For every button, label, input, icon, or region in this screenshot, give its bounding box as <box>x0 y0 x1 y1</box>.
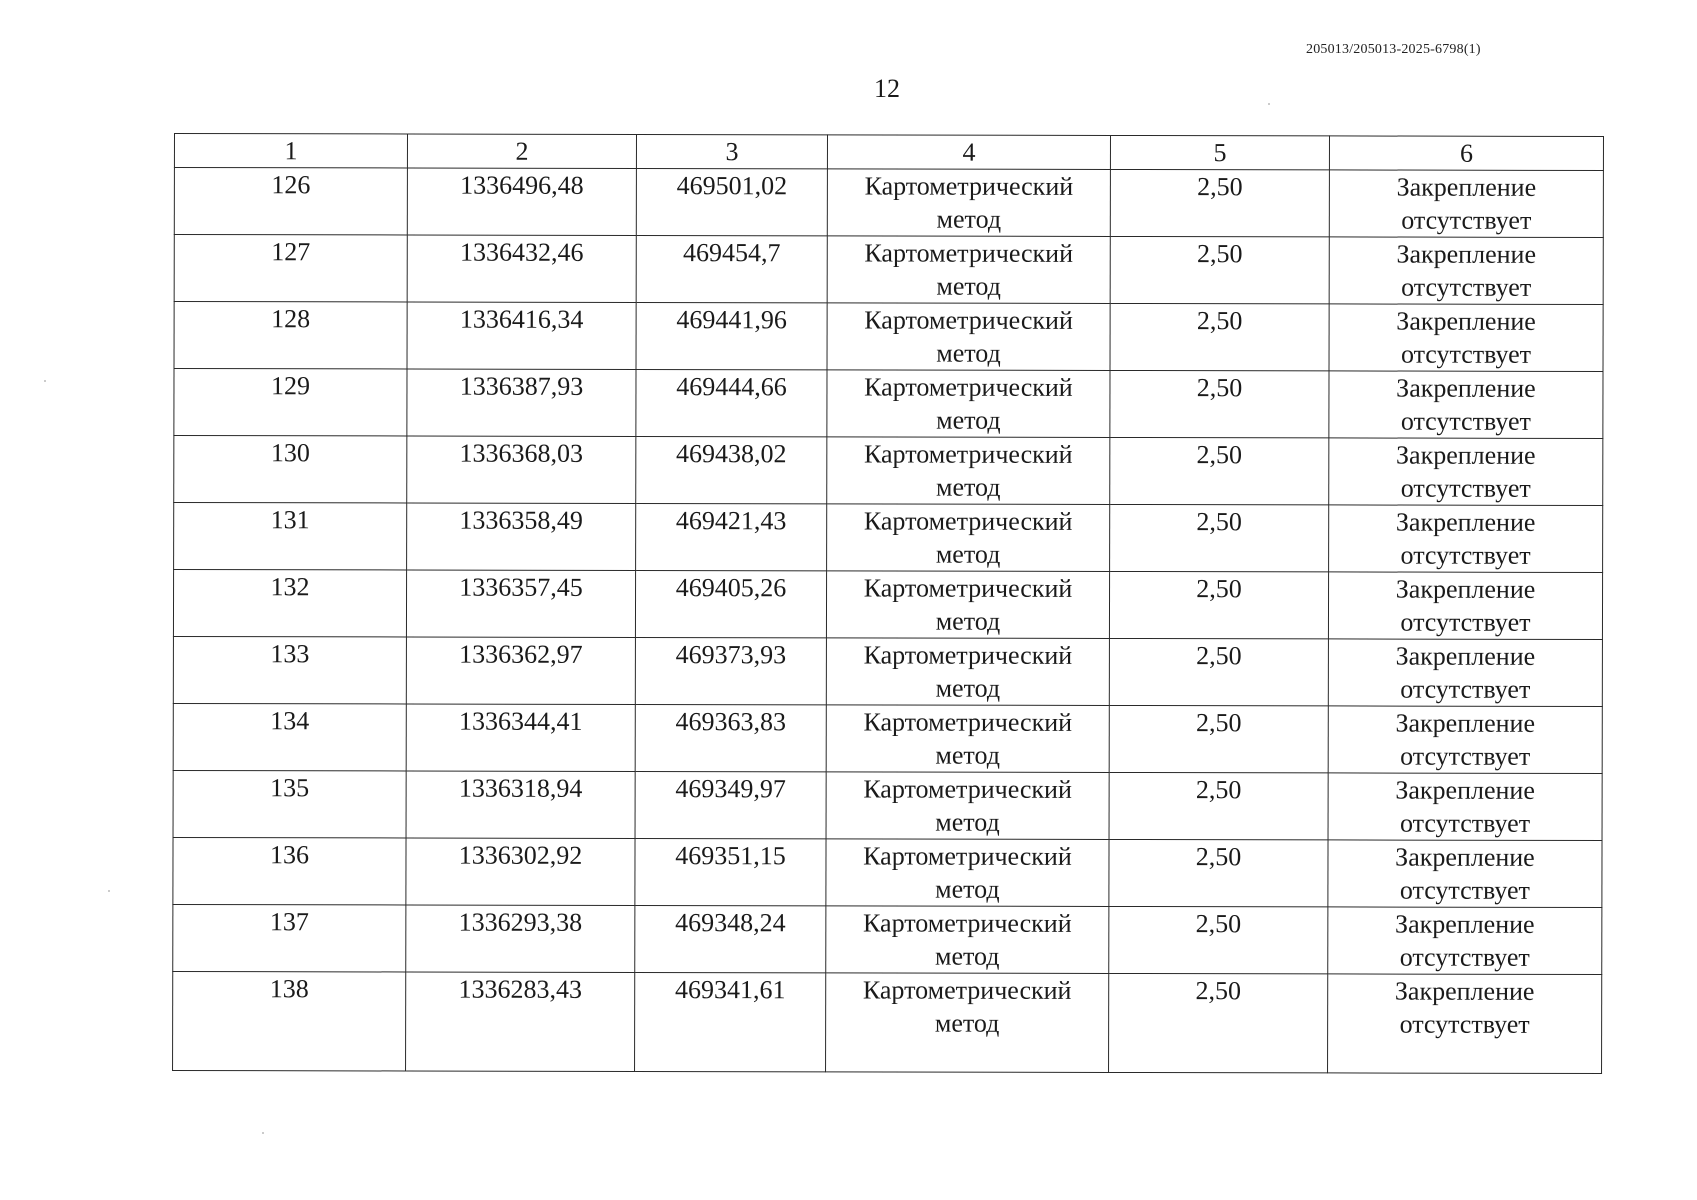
table-row <box>174 503 1603 573</box>
fixing-cell-text: отсутствует <box>1399 808 1531 838</box>
method-cell-text: Картометрический <box>864 372 1073 402</box>
accuracy-cell <box>1110 437 1329 504</box>
x-coordinate-cell <box>407 436 636 503</box>
fixing-cell-text: отсутствует <box>1400 406 1531 436</box>
fixing-cell-text: Закрепление <box>1394 976 1535 1006</box>
table-row <box>174 302 1603 372</box>
fixing-cell-text: Закрепление <box>1395 641 1536 671</box>
y-coordinate-cell-text: 469349,97 <box>675 774 786 804</box>
y-coordinate-cell-text: 469341,61 <box>674 975 786 1005</box>
y-coordinate-cell <box>635 570 826 637</box>
point-number-cell <box>174 436 407 503</box>
fixing-cell-text: отсутствует <box>1399 1009 1530 1039</box>
method-cell-text: Картометрический <box>863 774 1072 804</box>
accuracy-cell-text: 2,50 <box>1196 507 1242 537</box>
y-coordinate-cell <box>636 369 827 436</box>
accuracy-cell-text: 2,50 <box>1196 373 1243 403</box>
method-cell <box>827 169 1110 237</box>
point-number-cell-text: 132 <box>270 572 310 602</box>
method-cell-text: метод <box>935 673 1001 703</box>
point-number-cell-text: 126 <box>271 170 311 200</box>
point-number-cell <box>174 235 407 302</box>
method-cell <box>826 839 1109 907</box>
point-number-cell <box>173 770 406 837</box>
y-coordinate-cell-text: 469501,02 <box>676 171 788 201</box>
method-cell <box>827 303 1110 371</box>
accuracy-cell <box>1109 571 1328 638</box>
table-header-row <box>174 134 1603 171</box>
table-row <box>173 570 1602 640</box>
fixing-cell-text: Закрепление <box>1395 574 1536 604</box>
x-coordinate-cell <box>406 905 635 972</box>
point-number-cell <box>173 904 406 971</box>
accuracy-cell-text: 2,50 <box>1196 641 1242 671</box>
method-cell-text: Картометрический <box>864 171 1074 201</box>
method-cell-text: Картометрический <box>863 707 1073 737</box>
fixing-cell-text: отсутствует <box>1399 942 1530 972</box>
fixing-cell <box>1329 438 1603 506</box>
fixing-cell-text: Закрепление <box>1395 775 1535 805</box>
point-number-cell-text: 130 <box>270 438 310 468</box>
x-coordinate-cell-text: 1336357,45 <box>459 572 583 602</box>
method-cell <box>827 236 1110 304</box>
fixing-cell-text: отсутствует <box>1401 272 1532 302</box>
method-cell-text: Картометрический <box>862 975 1072 1005</box>
page-number: 12 <box>874 74 900 103</box>
fixing-cell-text: отсутствует <box>1400 540 1531 570</box>
accuracy-cell <box>1109 973 1328 1072</box>
accuracy-cell-text: 2,50 <box>1196 574 1242 604</box>
scan-speck <box>108 890 110 892</box>
fixing-cell <box>1329 170 1603 238</box>
table-row <box>173 703 1602 773</box>
fixing-cell-text: Закрепление <box>1396 373 1536 403</box>
y-coordinate-cell-text: 469438,02 <box>676 439 787 469</box>
point-number-cell-text: 127 <box>271 237 311 267</box>
point-number-cell <box>173 971 406 1070</box>
point-number-cell <box>173 636 406 703</box>
column-header: 4 <box>827 135 1110 170</box>
point-number-cell-text: 131 <box>270 505 310 535</box>
point-number-cell-text: 133 <box>270 639 310 669</box>
accuracy-cell-text: 2,50 <box>1195 909 1242 939</box>
point-number-cell-text: 137 <box>269 907 309 937</box>
fixing-cell-text: отсутствует <box>1400 674 1531 704</box>
fixing-cell <box>1328 572 1602 640</box>
point-number-cell <box>173 570 406 637</box>
column-header: 6 <box>1329 136 1603 171</box>
y-coordinate-cell-text: 469444,66 <box>676 372 787 402</box>
fixing-cell-text: отсутствует <box>1400 473 1531 503</box>
table-row <box>173 837 1602 907</box>
column-header: 3 <box>636 134 827 168</box>
x-coordinate-cell-text: 1336362,97 <box>459 639 583 669</box>
table-body <box>173 134 1604 1074</box>
y-coordinate-cell-text: 469441,96 <box>676 305 787 335</box>
accuracy-cell-text: 2,50 <box>1196 440 1243 470</box>
accuracy-cell-text: 2,50 <box>1196 239 1243 269</box>
point-number-cell <box>174 168 407 235</box>
method-cell <box>826 973 1109 1073</box>
method-cell-text: Картометрический <box>863 573 1073 603</box>
y-coordinate-cell-text: 469348,24 <box>675 908 786 938</box>
x-coordinate-cell <box>406 771 635 838</box>
x-coordinate-cell <box>407 503 636 570</box>
x-coordinate-cell <box>407 168 636 235</box>
point-number-cell-text: 135 <box>270 773 310 803</box>
fixing-cell <box>1328 706 1602 774</box>
fixing-cell <box>1329 237 1603 305</box>
method-cell-text: метод <box>934 1008 1000 1038</box>
column-header: 1 <box>174 134 407 168</box>
method-cell-text: метод <box>935 740 1000 770</box>
table-row <box>174 168 1603 238</box>
method-cell <box>826 638 1109 706</box>
point-number-cell-text: 134 <box>270 706 310 736</box>
method-cell-text: метод <box>936 204 1002 234</box>
table-row <box>173 904 1602 974</box>
y-coordinate-cell <box>636 235 827 302</box>
fixing-cell-text: Закрепление <box>1395 708 1536 738</box>
x-coordinate-cell-text: 1336368,03 <box>459 438 584 468</box>
y-coordinate-cell-text: 469454,7 <box>682 238 781 268</box>
point-number-cell <box>174 369 407 436</box>
x-coordinate-cell <box>407 302 636 369</box>
y-coordinate-cell <box>635 838 826 905</box>
scan-speck <box>44 380 46 382</box>
accuracy-cell-text: 2,50 <box>1196 306 1243 336</box>
point-number-cell-text: 128 <box>271 304 311 334</box>
accuracy-cell <box>1109 839 1328 906</box>
method-cell <box>827 437 1110 505</box>
table-row <box>173 971 1602 1073</box>
fixing-cell-text: Закрепление <box>1395 909 1535 939</box>
fixing-cell <box>1328 974 1602 1074</box>
x-coordinate-cell-text: 1336344,41 <box>458 706 583 736</box>
method-cell <box>826 571 1109 639</box>
x-coordinate-cell-text: 1336387,93 <box>459 371 584 401</box>
accuracy-cell <box>1110 303 1329 370</box>
method-cell-text: Картометрический <box>863 841 1072 871</box>
point-number-cell <box>173 703 406 770</box>
method-cell <box>826 906 1109 974</box>
fixing-cell-text: отсутствует <box>1400 607 1531 637</box>
method-cell-text: метод <box>935 807 1000 837</box>
x-coordinate-cell <box>407 235 636 302</box>
y-coordinate-cell <box>636 436 827 503</box>
point-number-cell-text: 136 <box>269 840 310 870</box>
accuracy-cell <box>1109 906 1328 973</box>
accuracy-cell <box>1109 638 1328 705</box>
method-cell-text: Картометрический <box>864 238 1074 268</box>
y-coordinate-cell-text: 469351,15 <box>675 841 786 871</box>
point-number-cell <box>174 302 407 369</box>
fixing-cell-text: Закрепление <box>1396 306 1536 336</box>
accuracy-cell <box>1109 705 1328 772</box>
accuracy-cell <box>1110 504 1329 571</box>
fixing-cell <box>1328 907 1602 975</box>
y-coordinate-cell <box>635 905 826 972</box>
method-cell <box>826 772 1109 840</box>
x-coordinate-cell <box>406 972 635 1071</box>
y-coordinate-cell <box>635 771 826 838</box>
fixing-cell-text: Закрепление <box>1395 507 1536 537</box>
point-number-cell <box>173 837 406 904</box>
coordinates-table <box>172 133 1604 1074</box>
fixing-cell-text: отсутствует <box>1400 741 1531 771</box>
fixing-cell <box>1328 773 1602 841</box>
method-cell-text: метод <box>935 874 1000 904</box>
accuracy-cell <box>1110 236 1329 303</box>
method-cell-text: Картометрический <box>863 506 1073 536</box>
x-coordinate-cell-text: 1336302,92 <box>458 840 583 870</box>
accuracy-cell-text: 2,50 <box>1195 708 1242 738</box>
accuracy-cell-text: 2,50 <box>1195 842 1242 872</box>
method-cell-text: Картометрический <box>864 305 1073 335</box>
column-header: 5 <box>1110 135 1329 169</box>
document-number: 205013/205013-2025-6798(1) <box>1306 42 1481 57</box>
x-coordinate-cell <box>406 637 635 704</box>
y-coordinate-cell <box>635 637 826 704</box>
table-row <box>174 369 1603 439</box>
y-coordinate-cell <box>636 168 827 235</box>
fixing-cell <box>1328 840 1602 908</box>
table-row <box>174 235 1603 305</box>
method-cell-text: метод <box>936 405 1001 435</box>
column-header: 2 <box>407 134 636 168</box>
accuracy-cell <box>1110 370 1329 437</box>
y-coordinate-cell <box>635 972 826 1071</box>
method-cell-text: метод <box>935 606 1001 636</box>
fixing-cell <box>1329 371 1603 439</box>
x-coordinate-cell-text: 1336293,38 <box>458 907 583 937</box>
x-coordinate-cell <box>406 704 635 771</box>
fixing-cell-text: Закрепление <box>1396 239 1537 269</box>
fixing-cell <box>1328 639 1602 707</box>
method-cell-text: метод <box>935 472 1001 502</box>
accuracy-cell <box>1109 772 1328 839</box>
y-coordinate-cell-text: 469405,26 <box>675 573 787 603</box>
x-coordinate-cell-text: 1336283,43 <box>458 974 582 1004</box>
point-number-cell-text: 138 <box>269 974 309 1004</box>
accuracy-cell-text: 2,50 <box>1195 775 1242 805</box>
x-coordinate-cell-text: 1336416,34 <box>459 304 584 334</box>
x-coordinate-cell-text: 1336496,48 <box>460 170 584 200</box>
x-coordinate-cell <box>407 369 636 436</box>
fixing-cell-text: Закрепление <box>1396 172 1537 202</box>
point-number-cell-text: 129 <box>270 371 311 401</box>
fixing-cell <box>1329 304 1603 372</box>
y-coordinate-cell-text: 469421,43 <box>675 506 787 536</box>
method-cell-text: Картометрический <box>864 439 1073 469</box>
accuracy-cell-text: 2,50 <box>1197 172 1243 202</box>
point-number-cell <box>174 503 407 570</box>
y-coordinate-cell-text: 469363,83 <box>675 707 787 737</box>
x-coordinate-cell <box>406 838 635 905</box>
fixing-cell <box>1329 505 1603 573</box>
fixing-cell-text: Закрепление <box>1395 842 1535 872</box>
x-coordinate-cell-text: 1336432,46 <box>459 237 584 267</box>
table-row <box>173 770 1602 840</box>
accuracy-cell-text: 2,50 <box>1195 976 1241 1006</box>
method-cell-text: метод <box>936 338 1001 368</box>
y-coordinate-cell <box>636 503 827 570</box>
method-cell-text: метод <box>934 941 1000 971</box>
y-coordinate-cell <box>636 302 827 369</box>
scan-speck <box>1268 103 1270 105</box>
coordinates-table-wrapper <box>172 133 1603 1074</box>
method-cell-text: Картометрический <box>863 640 1073 670</box>
method-cell-text: Картометрический <box>863 908 1072 938</box>
x-coordinate-cell-text: 1336318,94 <box>458 773 583 803</box>
fixing-cell-text: отсутствует <box>1400 339 1532 369</box>
table-row <box>174 436 1603 506</box>
fixing-cell-text: отсутствует <box>1401 205 1532 235</box>
x-coordinate-cell-text: 1336358,49 <box>459 505 583 535</box>
y-coordinate-cell-text: 469373,93 <box>675 640 787 670</box>
fixing-cell-text: отсутствует <box>1399 875 1530 905</box>
fixing-cell-text: Закрепление <box>1396 440 1536 470</box>
table-row <box>173 636 1602 706</box>
method-cell <box>827 370 1110 438</box>
method-cell-text: метод <box>935 539 1001 569</box>
y-coordinate-cell <box>635 704 826 771</box>
method-cell-text: метод <box>936 271 1001 301</box>
scan-speck <box>262 1132 264 1134</box>
method-cell <box>826 705 1109 773</box>
accuracy-cell <box>1110 169 1329 236</box>
method-cell <box>827 504 1110 572</box>
x-coordinate-cell <box>406 570 635 637</box>
